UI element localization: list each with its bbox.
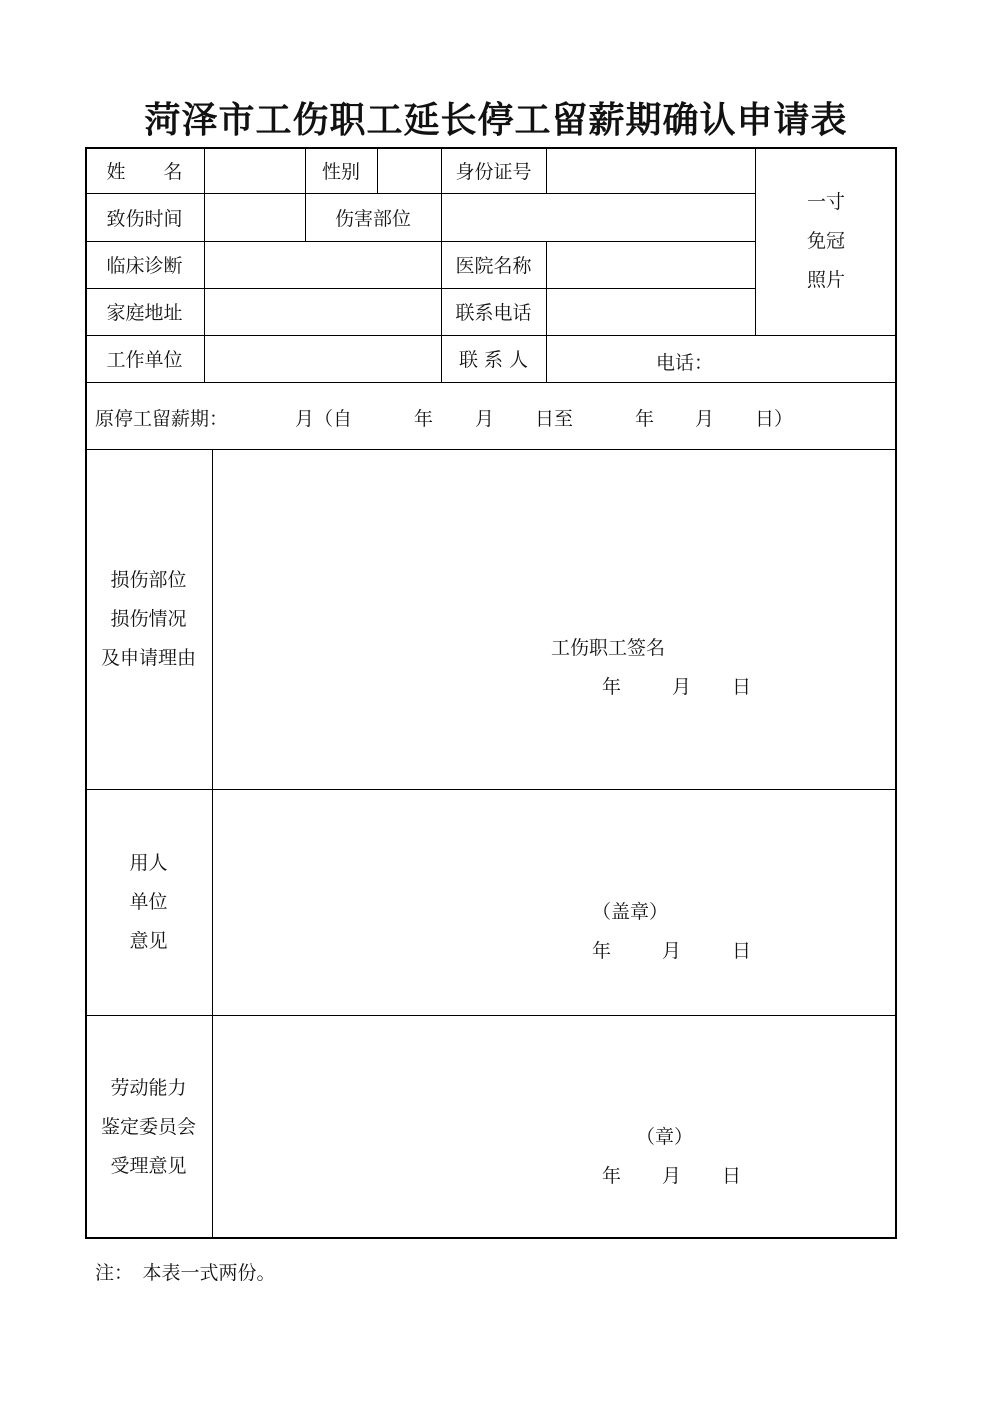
photo-area <box>755 147 897 335</box>
hospital-field[interactable] <box>547 242 755 288</box>
section-label-line: 损伤部位 <box>110 568 187 591</box>
section-label-line: 受理意见 <box>110 1154 187 1177</box>
label-phone: 电话： <box>656 352 714 374</box>
label-employer-opinion <box>85 789 212 1015</box>
label-gender: 性别 <box>321 160 360 183</box>
contact-person-field[interactable] <box>547 336 647 382</box>
employer-date-day: 日 <box>732 940 752 962</box>
form-title: 菏泽市工伤职工延长停工留薪期确认申请表 <box>144 99 848 141</box>
employer-field[interactable] <box>205 336 441 382</box>
injured-worker-signature-label: 工伤职工签名 <box>551 637 666 659</box>
injury-date-month: 月 <box>672 676 692 698</box>
label-hospital: 医院名称 <box>455 255 532 277</box>
period-month-end: 月 <box>695 408 715 430</box>
photo-text: 免冠 <box>806 229 845 252</box>
photo-text: 照片 <box>806 268 845 291</box>
label-address: 家庭地址 <box>106 302 183 324</box>
committee-seal-label: （章） <box>636 1126 694 1148</box>
section-label-line: 劳动能力 <box>110 1076 187 1099</box>
period-day-end: 日） <box>755 408 794 430</box>
label-contact-person: 联 系 人 <box>458 349 529 371</box>
label-id-number: 身份证号 <box>455 160 532 183</box>
injury-part-field[interactable] <box>442 194 755 241</box>
label-employer: 工作单位 <box>106 349 183 371</box>
name-field[interactable] <box>205 148 305 193</box>
section-label-line: 损伤情况 <box>110 607 187 630</box>
label-injury-time: 致伤时间 <box>106 207 183 230</box>
photo-text: 一寸 <box>806 190 845 213</box>
injury-date-year: 年 <box>602 676 622 698</box>
label-name: 姓 名 <box>106 160 183 183</box>
contact-phone-field[interactable] <box>547 289 755 335</box>
employer-date-month: 月 <box>662 940 682 962</box>
section-label-line: 及申请理由 <box>100 646 196 669</box>
employer-seal-label: （盖章） <box>592 901 669 923</box>
label-committee-opinion <box>85 1015 212 1239</box>
period-month-start: 月 <box>475 408 495 430</box>
label-injury-part: 伤害部位 <box>334 207 411 230</box>
footnote: 注： 本表一式两份。 <box>95 1262 276 1284</box>
committee-date-year: 年 <box>602 1165 622 1187</box>
label-injury-section <box>85 449 212 789</box>
diagnosis-field[interactable] <box>205 242 441 288</box>
committee-date-day: 日 <box>722 1165 742 1187</box>
injury-reason-area[interactable] <box>213 450 896 789</box>
label-diagnosis: 临床诊断 <box>106 255 183 277</box>
injury-date-day: 日 <box>732 676 752 698</box>
committee-opinion-area[interactable] <box>213 1016 896 1238</box>
section-label-line: 鉴定委员会 <box>100 1115 196 1138</box>
section-label-line: 单位 <box>129 890 168 913</box>
period-year-start: 年 <box>414 408 434 430</box>
employer-date-year: 年 <box>592 940 612 962</box>
period-year-end: 年 <box>635 408 655 430</box>
phone-field[interactable] <box>712 336 896 382</box>
address-field[interactable] <box>205 289 441 335</box>
label-period: 原停工留薪期： <box>95 408 229 430</box>
row-divider <box>85 382 897 383</box>
label-contact-phone: 联系电话 <box>455 302 532 324</box>
period-day-start: 日至 <box>535 408 574 430</box>
injury-time-field[interactable] <box>205 194 305 241</box>
section-label-line: 意见 <box>129 929 168 952</box>
gender-field[interactable] <box>378 148 441 193</box>
id-number-field[interactable] <box>547 148 755 193</box>
employer-opinion-area[interactable] <box>213 790 896 1015</box>
committee-date-month: 月 <box>662 1165 682 1187</box>
section-label-line: 用人 <box>129 851 168 874</box>
period-month: 月（自 <box>295 408 353 430</box>
